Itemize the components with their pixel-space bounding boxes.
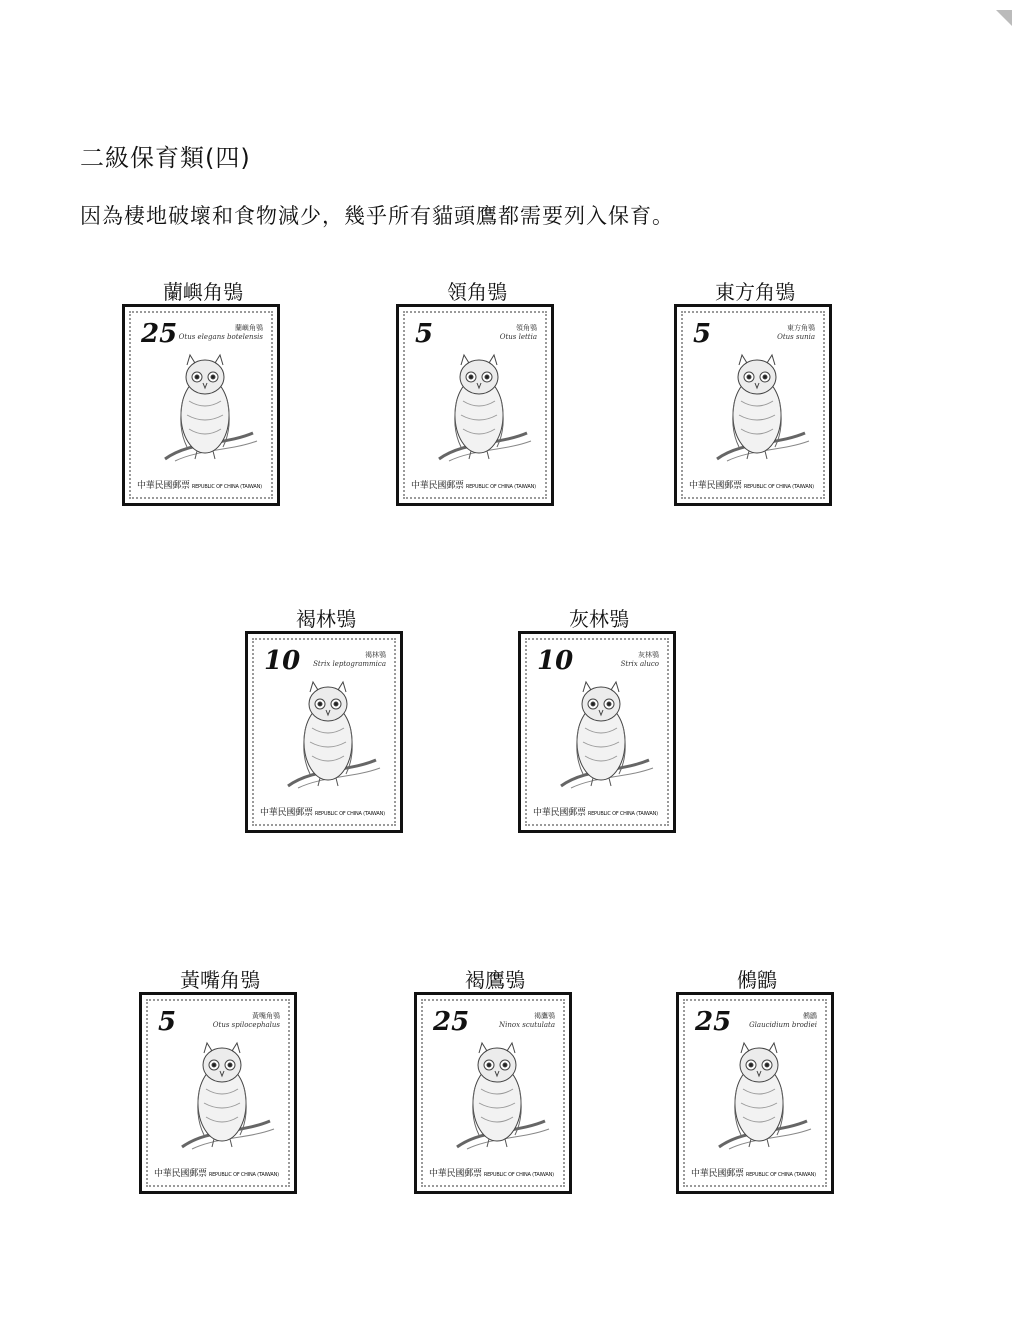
stamp-frame [518,631,676,833]
stamp-card [518,603,680,839]
stamp-country-label-en: REPUBLIC OF CHINA (TAIWAN) [465,484,536,490]
stamp-caption: 褐鷹鴞 [465,968,525,992]
stamp-caption: 領角鴞 [447,280,507,304]
stamp-denomination: 10 [264,646,301,676]
stamp-country-label: 中華民國郵票 [154,1169,207,1179]
stamp-card [414,964,576,1200]
stamp-chinese-name: 蘭嶼角鴞 [235,324,263,332]
stamp-country-label-en: REPUBLIC OF CHINA (TAIWAN) [743,484,814,490]
stamp-card [245,603,407,839]
stamp-scientific-name: Strix leptogrammica [313,660,386,668]
stamp-scientific-name: Otus spilocephalus [212,1021,280,1029]
stamp-country-label-en: REPUBLIC OF CHINA (TAIWAN) [483,1172,554,1178]
stamp-caption: 灰林鴞 [569,607,629,631]
stamp-country-label-en: REPUBLIC OF CHINA (TAIWAN) [314,811,385,817]
stamp-denomination: 25 [433,1007,470,1037]
stamp-country-label: 中華民國郵票 [689,481,742,491]
stamp-perforation [252,638,396,826]
stamp-country-label: 中華民國郵票 [429,1169,482,1179]
stamp-perforation [129,311,273,499]
stamp-frame [139,992,297,1194]
stamp-card [674,276,836,512]
stamp-card [676,964,838,1200]
stamp-country-label: 中華民國郵票 [691,1169,744,1179]
stamp-chinese-name: 領角鴞 [516,324,537,332]
stamp-scientific-name: Otus lettia [499,333,537,341]
stamp-chinese-name: 褐鷹鴞 [534,1012,555,1020]
stamp-chinese-name: 褐林鴞 [365,651,386,659]
stamp-footer [260,805,388,818]
stamp-denomination: 5 [158,1007,177,1037]
stamp-country-label: 中華民國郵票 [137,481,190,491]
owl-illustration [162,1029,280,1161]
stamp-caption: 黃嘴角鴞 [180,968,260,992]
stamp-perforation [683,999,827,1187]
stamp-caption: 褐林鴞 [296,607,356,631]
stamp-chinese-name: 東方角鴞 [787,324,815,332]
stamp-footer [689,478,817,491]
owl-illustration [541,668,659,800]
stamp-frame [674,304,832,506]
stamp-caption: 蘭嶼角鴞 [163,280,243,304]
stamp-frame [414,992,572,1194]
page-title: 二級保育類(四) [80,144,251,172]
owl-illustration [697,341,815,473]
stamp-scientific-name: Glaucidium brodiei [749,1021,817,1029]
stamp-footer [411,478,539,491]
stamp-perforation [525,638,669,826]
stamp-country-label-en: REPUBLIC OF CHINA (TAIWAN) [745,1172,816,1178]
stamp-country-label-en: REPUBLIC OF CHINA (TAIWAN) [208,1172,279,1178]
owl-illustration [419,341,537,473]
stamp-country-label: 中華民國郵票 [260,808,313,818]
stamp-denomination: 5 [415,319,434,349]
stamp-footer [137,478,265,491]
stamp-chinese-name: 黃嘴角鴞 [252,1012,280,1020]
stamp-country-label-en: REPUBLIC OF CHINA (TAIWAN) [191,484,262,490]
stamp-country-label: 中華民國郵票 [533,808,586,818]
stamp-scientific-name: Otus elegans botelensis [178,333,263,341]
stamp-perforation [403,311,547,499]
stamp-denomination: 5 [693,319,712,349]
corner-fold-mark [994,8,1014,28]
stamp-denomination: 25 [695,1007,732,1037]
page-subtitle: 因為棲地破壞和食物減少，幾乎所有貓頭鷹都需要列入保育。 [80,204,674,228]
stamp-frame [122,304,280,506]
stamp-scientific-name: Ninox scutulata [499,1021,555,1029]
stamp-card [396,276,558,512]
stamp-footer [429,1166,557,1179]
stamp-perforation [146,999,290,1187]
stamp-denomination: 10 [537,646,574,676]
stamp-country-label-en: REPUBLIC OF CHINA (TAIWAN) [587,811,658,817]
stamp-caption: 東方角鴞 [715,280,795,304]
owl-illustration [145,341,263,473]
stamp-caption: 鵂鶹 [737,968,777,992]
stamp-country-label: 中華民國郵票 [411,481,464,491]
stamp-frame [245,631,403,833]
stamp-scientific-name: Strix aluco [620,660,659,668]
stamp-chinese-name: 鵂鶹 [803,1012,817,1020]
stamp-card [139,964,301,1200]
owl-illustration [699,1029,817,1161]
stamp-footer [533,805,661,818]
stamp-denomination: 25 [141,319,178,349]
stamp-frame [676,992,834,1194]
stamp-footer [154,1166,282,1179]
stamp-footer [691,1166,819,1179]
stamp-scientific-name: Otus sunia [777,333,815,341]
stamp-frame [396,304,554,506]
stamp-perforation [421,999,565,1187]
stamp-card [122,276,284,512]
owl-illustration [437,1029,555,1161]
owl-illustration [268,668,386,800]
stamp-perforation [681,311,825,499]
stamp-chinese-name: 灰林鴞 [638,651,659,659]
